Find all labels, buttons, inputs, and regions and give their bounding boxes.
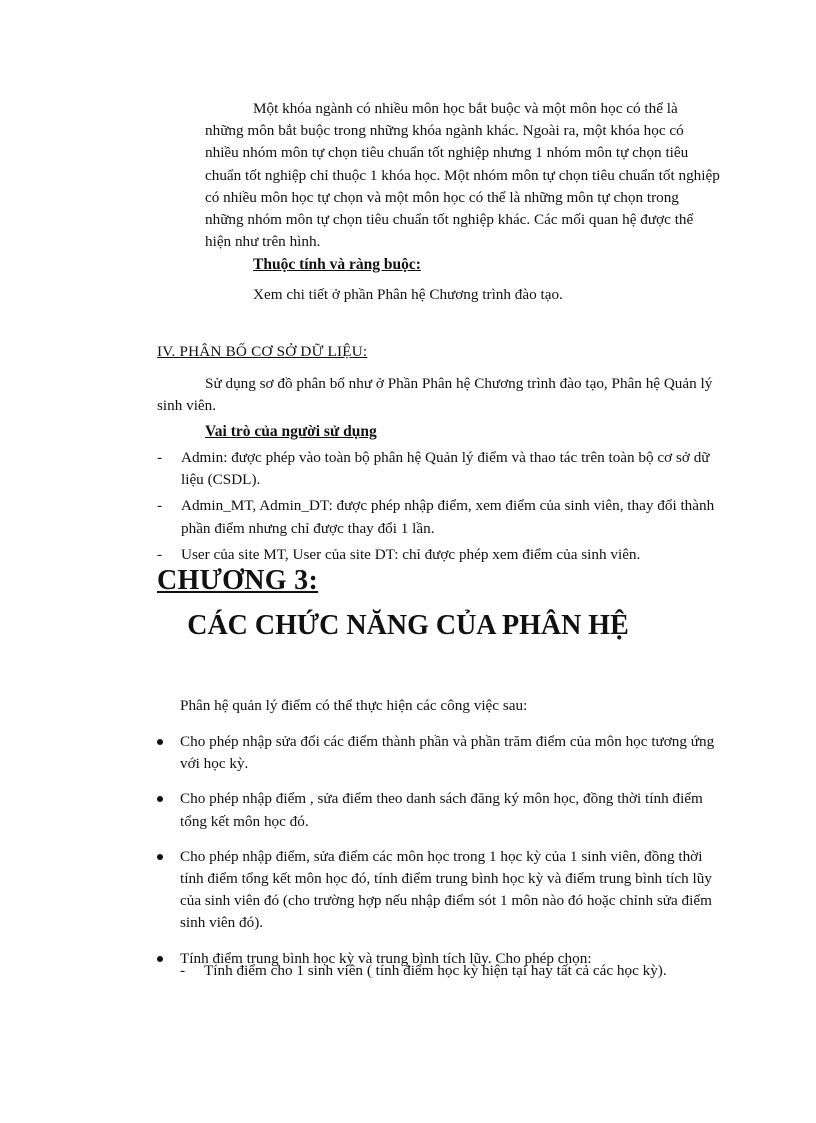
- role-text: Admin_MT, Admin_DT: được phép nhập điểm, xem điểm của sinh viên, thay đổi thành phần điểm nhưng chỉ được thay đổi 1 lần.: [181, 497, 715, 537]
- role-text: Admin: được phép vào toàn bộ phân hệ Quản lý điểm và thao tác trên toàn bộ cơ sở dữ liệu (CSDL).: [181, 449, 710, 489]
- sub-features-list: [180, 960, 720, 982]
- chapter-label: CHƯƠNG 3:: [157, 565, 319, 596]
- paragraph-relationships: [205, 98, 720, 253]
- list-item: [157, 731, 727, 775]
- feature-text: Cho phép nhập điểm , sửa điểm theo danh sách đăng ký môn học, đồng thời tính điểm tổng kết môn học đó.: [180, 790, 703, 830]
- features-list: [157, 731, 727, 983]
- sub-feature-text: Tính điểm cho 1 sinh viên ( tính điểm học kỳ hiện tại hay tất cả các học kỳ).: [204, 962, 667, 979]
- bullet-icon: [157, 956, 163, 962]
- role-text: User của site MT, User của site DT: chỉ được phép xem điểm của sinh viên.: [181, 545, 641, 563]
- bullet-icon: [157, 796, 163, 802]
- dash-marker: -: [157, 449, 163, 466]
- section-title: IV. PHÂN BỐ CƠ SỞ DỮ LIỆU:: [157, 343, 368, 360]
- paragraph-relationships-text: Một khóa ngành có nhiều môn học bắt buộc và một môn học có thể là những môn bắt buộc trong những khóa ngành khác. Ngoài ra, một khóa học có nhiều nhóm môn tự chọn tiêu chuẩn tốt nghiệp nhưng 1 nhóm môn tự chọn tiêu chuẩn tốt nghiệp chỉ thuộc 1 khóa học. Một nhóm môn tự chọn tiêu chuẩn tốt nghiệp có nhiều môn học tự chọn và một môn học có thể là những môn tự chọn trong những nhóm môn tự chọn tiêu chuẩn tốt nghiệp khác. Các mối quan hệ được thể hiện như trên hình.: [205, 100, 720, 251]
- intro-text: Phân hệ quản lý điểm có thể thực hiện các công việc sau:: [180, 697, 528, 714]
- attributes-heading: Thuộc tính và ràng buộc:: [253, 256, 421, 273]
- dash-marker: -: [180, 962, 186, 979]
- paragraph-distribution: [157, 373, 717, 417]
- roles-heading: Vai trò của người sử dụng: [205, 423, 377, 440]
- dash-marker: -: [157, 497, 163, 515]
- list-item: [157, 495, 717, 539]
- list-item: [157, 788, 727, 832]
- paragraph-distribution-text: Sử dụng sơ đồ phân bố như ở Phần Phân hệ Chương trình đào tạo, Phân hệ Quản lý sinh viên.: [157, 375, 713, 415]
- feature-text: Cho phép nhập sửa đổi các điểm thành phần và phần trăm điểm của môn học tương ứng với học kỳ.: [180, 733, 715, 773]
- list-item: [157, 544, 717, 566]
- attributes-text: Xem chi tiết ở phần Phân hệ Chương trình đào tạo.: [253, 286, 563, 303]
- bullet-icon: [157, 739, 163, 745]
- roles-list: [157, 447, 717, 570]
- bullet-icon: [157, 854, 163, 860]
- chapter-title: CÁC CHỨC NĂNG CỦA PHÂN HỆ: [187, 610, 629, 641]
- list-item: [157, 846, 727, 935]
- feature-text: Tính điểm trung bình học kỳ và trung bình tích lũy. Cho phép chọn:: [180, 949, 592, 967]
- list-item: [180, 960, 720, 982]
- dash-marker: -: [157, 545, 163, 563]
- list-item: [157, 447, 717, 491]
- feature-text: Cho phép nhập điểm, sửa điểm các môn học trong 1 học kỳ của 1 sinh viên, đồng thời tính điểm tổng kết môn học đó, tính điểm trung bình học kỳ và điểm trung bình tích lũy của sinh viên đó (cho trường hợp nếu nhập điểm sót 1 môn nào đó hoặc chỉnh sửa điểm sinh viên đó).: [180, 847, 712, 932]
